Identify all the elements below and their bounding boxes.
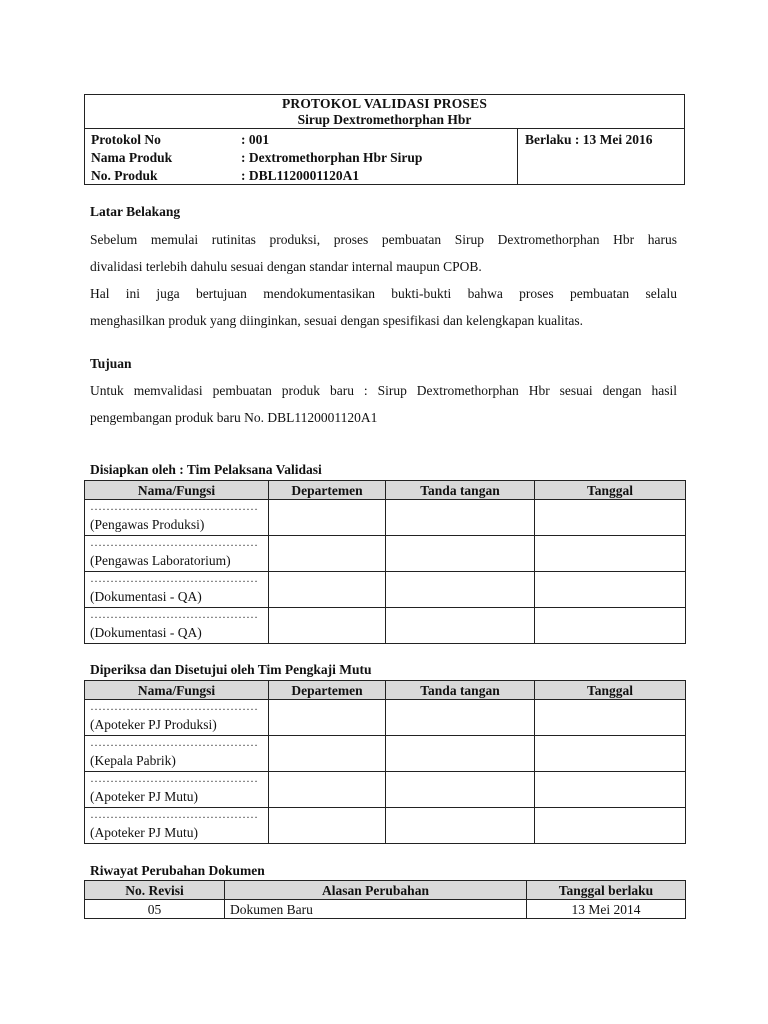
header-value: : 001 [241, 132, 270, 147]
departemen-cell[interactable] [269, 700, 386, 736]
table-row [85, 736, 686, 772]
header-label: No. Produk [91, 168, 158, 183]
column-header: Departemen [269, 681, 386, 700]
paragraph-line: Hal ini juga bertujuan mendokumentasikan bukti-bukti bahwa proses pembuatan selalu [90, 286, 677, 301]
signature-name-line: …………………………………… [90, 808, 258, 821]
protocol-title: PROTOKOL VALIDASI PROSES [281, 96, 488, 111]
table-row [85, 500, 686, 536]
paragraph-line: pengembangan produk baru No. DBL1120001120A1 [90, 410, 378, 425]
signature-name-line: …………………………………… [90, 700, 258, 713]
table-row [85, 772, 686, 808]
role-label: (Kepala Pabrik) [90, 753, 176, 768]
date-cell[interactable] [535, 808, 686, 844]
signature-name-line: …………………………………… [90, 500, 258, 513]
table-row [85, 700, 686, 736]
header-divider [517, 129, 518, 185]
nama-fungsi-cell [85, 500, 269, 536]
section-title-riwayat: Riwayat Perubahan Dokumen [90, 863, 265, 878]
header-title-block [85, 95, 684, 129]
nama-fungsi-cell [85, 536, 269, 572]
protocol-subtitle: Sirup Dextromethorphan Hbr [297, 112, 472, 127]
signature-cell[interactable] [386, 772, 535, 808]
date-cell[interactable] [535, 500, 686, 536]
effective-date: Berlaku : 13 Mei 2016 [525, 132, 653, 147]
nama-fungsi-cell [85, 772, 269, 808]
header-value: : Dextromethorphan Hbr Sirup [241, 150, 423, 165]
nama-fungsi-cell [85, 736, 269, 772]
header-row-protokol [91, 131, 516, 149]
paragraph-latar-belakang [90, 226, 677, 334]
date-cell[interactable] [535, 736, 686, 772]
column-header: Departemen [269, 481, 386, 500]
date-cell[interactable] [535, 700, 686, 736]
column-header: Tanggal [535, 681, 686, 700]
header-label: Nama Produk [91, 150, 173, 165]
signature-cell[interactable] [386, 536, 535, 572]
table-row [85, 900, 686, 919]
table-header-row [85, 481, 686, 500]
signature-name-line: …………………………………… [90, 536, 258, 549]
reviewed-by-table [84, 680, 686, 844]
table-header-row [85, 881, 686, 900]
date-cell[interactable] [535, 572, 686, 608]
paragraph-tujuan [90, 377, 677, 431]
departemen-cell[interactable] [269, 608, 386, 644]
signature-cell[interactable] [386, 736, 535, 772]
header-info-fields [91, 131, 516, 185]
section-title-disiapkan: Disiapkan oleh : Tim Pelaksana Validasi [90, 462, 322, 477]
revision-history-table [84, 880, 686, 919]
date-cell[interactable] [535, 608, 686, 644]
column-header: Tanda tangan [386, 481, 535, 500]
signature-name-line: …………………………………… [90, 608, 258, 621]
column-header: Tanggal [535, 481, 686, 500]
header-row-nama-produk [91, 149, 516, 167]
date-cell[interactable] [535, 772, 686, 808]
nama-fungsi-cell [85, 700, 269, 736]
column-header: Nama/Fungsi [85, 481, 269, 500]
date-cell[interactable] [535, 536, 686, 572]
column-header: Tanggal berlaku [527, 881, 686, 900]
prepared-by-table [84, 480, 686, 644]
section-title-latar-belakang: Latar Belakang [90, 204, 181, 219]
departemen-cell[interactable] [269, 772, 386, 808]
role-label: (Pengawas Laboratorium) [90, 553, 231, 568]
header-label: Protokol No [91, 132, 161, 147]
departemen-cell[interactable] [269, 572, 386, 608]
role-label: (Apoteker PJ Produksi) [90, 717, 217, 732]
signature-name-line: …………………………………… [90, 736, 258, 749]
departemen-cell[interactable] [269, 500, 386, 536]
effective-date-cell: 13 Mei 2014 [527, 900, 686, 919]
nama-fungsi-cell [85, 608, 269, 644]
paragraph-line: Sebelum memulai rutinitas produksi, proses pembuatan Sirup Dextromethorphan Hbr harus [90, 232, 677, 247]
role-label: (Apoteker PJ Mutu) [90, 825, 198, 840]
nama-fungsi-cell [85, 808, 269, 844]
signature-cell[interactable] [386, 808, 535, 844]
role-label: (Pengawas Produksi) [90, 517, 205, 532]
nama-fungsi-cell [85, 572, 269, 608]
departemen-cell[interactable] [269, 536, 386, 572]
paragraph-line: divalidasi terlebih dahulu sesuai dengan standar internal maupun CPOB. [90, 259, 482, 274]
signature-name-line: …………………………………… [90, 772, 258, 785]
header-row-no-produk [91, 167, 516, 185]
signature-cell[interactable] [386, 572, 535, 608]
section-title-diperiksa: Diperiksa dan Disetujui oleh Tim Pengkaji Mutu [90, 662, 372, 677]
column-header: Nama/Fungsi [85, 681, 269, 700]
paragraph-line: Untuk memvalidasi pembuatan produk baru : Sirup Dextromethorphan Hbr sesuai dengan hasil [90, 383, 677, 398]
signature-name-line: …………………………………… [90, 572, 258, 585]
column-header: Alasan Perubahan [225, 881, 527, 900]
signature-cell[interactable] [386, 700, 535, 736]
header-info [85, 129, 684, 185]
table-row [85, 608, 686, 644]
table-row [85, 572, 686, 608]
paragraph-line: menghasilkan produk yang diinginkan, sesuai dengan spesifikasi dan kelengkapan kualitas. [90, 313, 584, 328]
signature-cell[interactable] [386, 608, 535, 644]
header-value: : DBL1120001120A1 [241, 168, 360, 183]
change-reason-cell: Dokumen Baru [225, 900, 527, 919]
departemen-cell[interactable] [269, 736, 386, 772]
table-header-row [85, 681, 686, 700]
role-label: (Dokumentasi - QA) [90, 625, 202, 640]
table-row [85, 808, 686, 844]
departemen-cell[interactable] [269, 808, 386, 844]
column-header: No. Revisi [85, 881, 225, 900]
role-label: (Apoteker PJ Mutu) [90, 789, 198, 804]
column-header: Tanda tangan [386, 681, 535, 700]
signature-cell[interactable] [386, 500, 535, 536]
role-label: (Dokumentasi - QA) [90, 589, 202, 604]
section-title-tujuan: Tujuan [90, 356, 132, 371]
table-row [85, 536, 686, 572]
protocol-header [84, 94, 685, 185]
revision-number-cell: 05 [85, 900, 225, 919]
